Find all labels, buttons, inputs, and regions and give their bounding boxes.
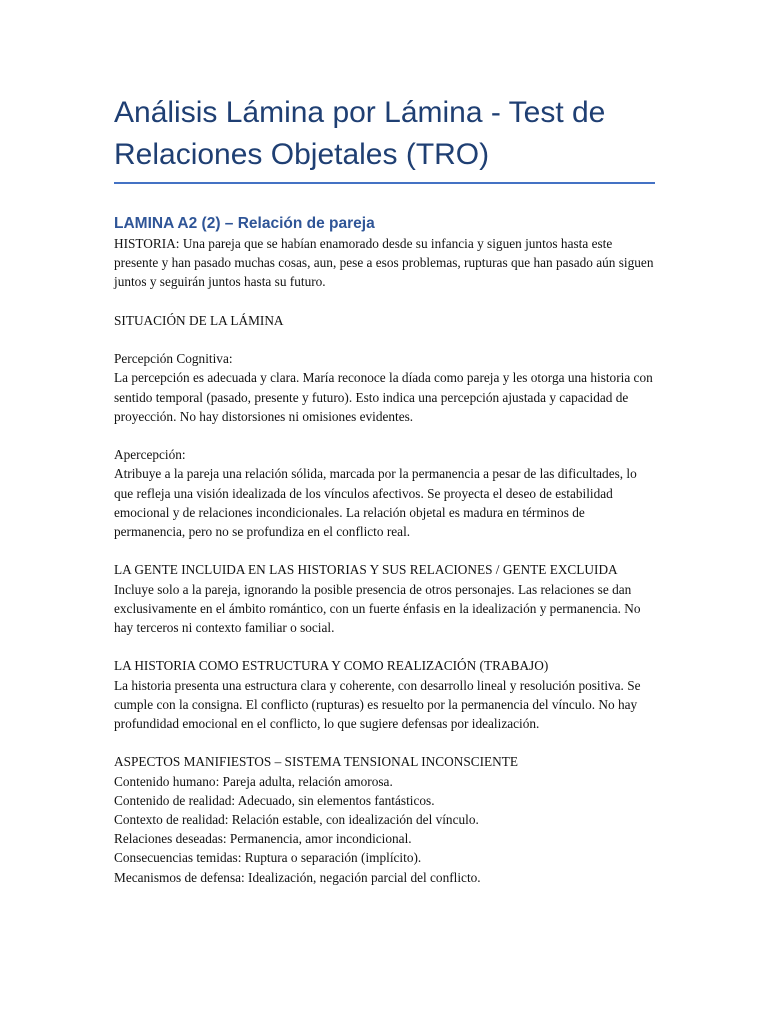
aspectos-item: Contenido humano: Pareja adulta, relación amorosa. [114, 773, 393, 789]
apercepcion-label: Apercepción: [114, 447, 186, 463]
estructura-paragraph: La historia presenta una estructura clara y coherente, con desarrollo lineal y resolución positiva. Se cumple con la consigna. El conflicto (rupturas) es resuelto por la permanencia del vínculo. No hay profundidad emocional en el conflicto, lo que sugiere defensas por idealización. [114, 677, 641, 731]
gente-heading: LA GENTE INCLUIDA EN LAS HISTORIAS Y SUS RELACIONES / GENTE EXCLUIDA [114, 562, 618, 578]
document-title: Análisis Lámina por Lámina - Test de Relaciones Objetales (TRO) [114, 96, 606, 171]
gente-paragraph: Incluye solo a la pareja, ignorando la posible presencia de otros personajes. Las relaciones se dan exclusivamente en el ámbito romántico, con un fuerte énfasis en la idealización y permanencia. No hay terceros ni contexto familiar o social. [114, 581, 641, 635]
section-heading: LAMINA A2 (2) – Relación de pareja [114, 215, 375, 232]
title-underline [114, 182, 655, 184]
percepcion-label: Percepción Cognitiva: [114, 351, 233, 367]
aspectos-item: Contexto de realidad: Relación estable, con idealización del vínculo. [114, 812, 479, 827]
percepcion-paragraph: La percepción es adecuada y clara. María reconoce la díada como pareja y les otorga una historia con sentido temporal (pasado, presente y futuro). Esto indica una percepción ajustada y capacidad de proyección. No hay distorsiones ni omisiones evidentes. [114, 370, 653, 424]
aspectos-heading: ASPECTOS MANIFIESTOS – SISTEMA TENSIONAL INCONSCIENTE [114, 754, 518, 770]
aspectos-item: Relaciones deseadas: Permanencia, amor incondicional. [114, 831, 412, 847]
apercepcion-paragraph: Atribuye a la pareja una relación sólida, marcada por la permanencia a pesar de las dificultades, lo que refleja una visión idealizada de los vínculos afectivos. Se proyecta el deseo de estabilidad emocional y de relaciones incondicionales. La relación objetal es madura en términos de permanencia, pero no se profundiza en el conflicto real. [114, 466, 637, 539]
aspectos-item: Contenido de realidad: Adecuado, sin elementos fantásticos. [114, 792, 435, 808]
historia-paragraph: HISTORIA: Una pareja que se habían enamorado desde su infancia y siguen juntos hasta este presente y han pasado muchas cosas, aun, pese a esos problemas, rupturas que han pasado aún siguen juntos y seguirán juntos hasta su futuro. [114, 236, 654, 290]
document-body [114, 234, 655, 887]
aspectos-item: Mecanismos de defensa: Idealización, negación parcial del conflicto. [114, 869, 481, 885]
situacion-heading: SITUACIÓN DE LA LÁMINA [114, 312, 284, 328]
estructura-heading: LA HISTORIA COMO ESTRUCTURA Y COMO REALIZACIÓN (TRABAJO) [114, 658, 549, 674]
aspectos-list [114, 772, 655, 887]
document-page [114, 92, 655, 887]
aspectos-item: Consecuencias temidas: Ruptura o separación (implícito). [114, 850, 422, 866]
